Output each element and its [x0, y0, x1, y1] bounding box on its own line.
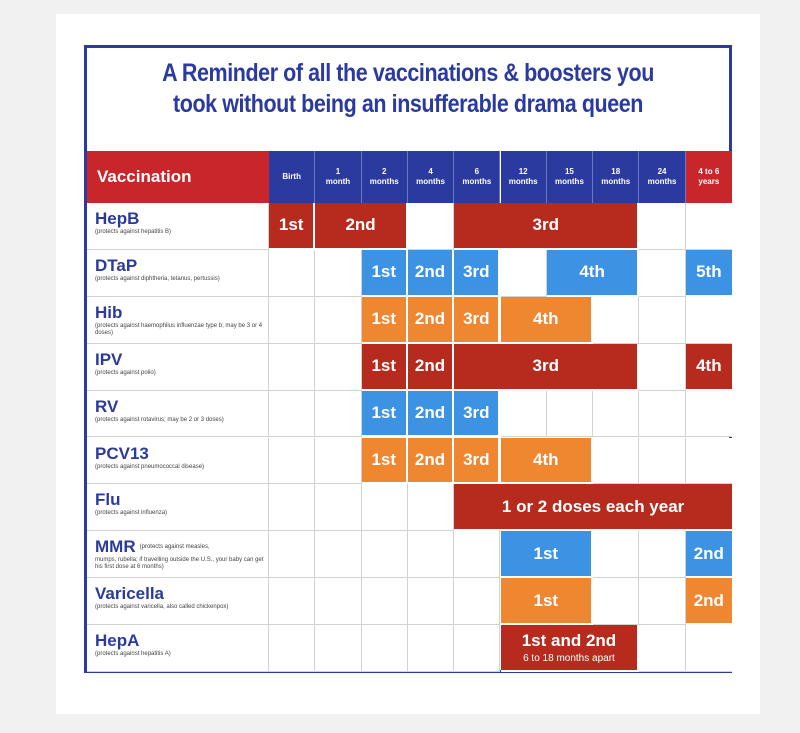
age-header-number: 24 — [657, 167, 667, 176]
vaccine-name — [95, 444, 268, 463]
age-header-unit: months — [555, 177, 584, 186]
vaccine-label-varicella — [87, 578, 269, 625]
vaccine-name — [95, 490, 268, 509]
age-header-unit: Birth — [282, 172, 301, 181]
age-header-8 — [639, 151, 685, 203]
dose-label: 2nd — [414, 449, 446, 469]
grid-cell — [639, 531, 685, 578]
grid-cell — [269, 344, 315, 391]
dose-label: 1st — [371, 449, 397, 469]
grid-cell — [315, 625, 361, 672]
dose-hepa-0 — [501, 625, 640, 672]
dose-label: 2nd — [414, 403, 446, 423]
grid-cell — [686, 438, 732, 485]
dose-pcv13-1 — [408, 438, 454, 485]
grid-cell — [269, 625, 315, 672]
grid-cell — [454, 531, 500, 578]
dose-ipv-2 — [454, 344, 639, 391]
dose-hib-0 — [362, 297, 408, 344]
dose-hib-3 — [501, 297, 594, 344]
dose-label: 1st — [371, 262, 397, 282]
dose-label: 3rd — [532, 215, 560, 235]
grid-cell — [593, 297, 639, 344]
grid-cell — [454, 625, 500, 672]
grid-cell — [639, 625, 685, 672]
age-header-unit: years — [698, 177, 720, 186]
dose-pcv13-3 — [501, 438, 594, 485]
dose-label: 3rd — [463, 309, 490, 329]
vaccination-column-header: Vaccination — [87, 151, 269, 203]
grid-cell — [408, 531, 454, 578]
vaccine-label-ipv — [87, 344, 269, 391]
grid-cell — [501, 250, 547, 297]
vaccine-label-pcv13 — [87, 438, 269, 485]
grid-cell — [269, 391, 315, 438]
dose-flu-0 — [454, 484, 732, 531]
grid-cell — [362, 531, 408, 578]
vaccine-description: (protects against rotavirus; may be 2 or 3 doses) — [95, 416, 224, 423]
vaccine-name-text: Hib — [95, 302, 123, 322]
age-header-number: 6 — [474, 167, 480, 176]
age-header-4 — [454, 151, 500, 203]
dose-varicella-0 — [501, 578, 594, 625]
dose-ipv-3 — [686, 344, 732, 391]
vaccine-description: (protects against influenza) — [95, 510, 168, 517]
age-header-unit: months — [601, 177, 631, 186]
grid-cell — [269, 531, 315, 578]
grid-cell — [408, 203, 454, 250]
dose-label: 3rd — [463, 403, 490, 423]
grid-cell — [269, 484, 315, 531]
vaccine-name-text: Flu — [95, 490, 121, 510]
grid-cell — [686, 625, 732, 672]
grid-cell — [362, 578, 408, 625]
grid-cell — [315, 578, 361, 625]
age-header-unit: months — [462, 177, 492, 186]
vaccine-name — [95, 350, 268, 369]
dose-mmr-1 — [686, 531, 732, 578]
grid-cell — [315, 344, 361, 391]
vaccine-description: (protects against pneumococcal disease) — [95, 463, 205, 470]
dose-hib-1 — [408, 297, 454, 344]
vaccine-label-rv — [87, 391, 269, 438]
page-title — [132, 58, 684, 120]
dose-label: 5th — [696, 262, 722, 282]
vaccine-label-flu — [87, 484, 269, 531]
grid-cell — [639, 438, 685, 485]
vaccine-name-text: HepB — [95, 209, 140, 228]
vaccine-name-text: Varicella — [95, 584, 165, 604]
dose-dtap-3 — [547, 250, 640, 297]
age-header-0 — [269, 151, 315, 203]
grid-cell — [454, 578, 500, 625]
dose-label: 4th — [533, 449, 559, 469]
dose-label: 1st — [533, 543, 559, 563]
grid-cell — [269, 438, 315, 485]
dose-hepb-1 — [315, 203, 408, 250]
vaccine-name — [95, 209, 268, 228]
dose-dtap-4 — [686, 250, 732, 297]
vaccine-description: mumps, rubella; if travelling outside the U.S., your baby can get his first dose at 6 months) — [95, 557, 264, 571]
dose-label: 3rd — [463, 262, 490, 282]
dose-label: 1st — [371, 403, 397, 423]
age-header-9 — [686, 151, 732, 203]
vaccine-label-hepb — [87, 203, 269, 250]
vaccine-label-hib — [87, 297, 269, 344]
dose-mmr-0 — [501, 531, 594, 578]
age-header-unit: months — [369, 177, 399, 186]
grid-cell — [639, 391, 685, 438]
vaccine-name-text: MMR — [95, 537, 136, 557]
vaccine-inline-description: (protects against measles, — [139, 544, 210, 551]
dose-dtap-1 — [408, 250, 454, 297]
vaccine-description: (protects against diphtheria, tetanus, pertussis) — [95, 275, 220, 282]
dose-label: 2nd — [414, 356, 446, 376]
dose-label: 1st — [278, 215, 304, 235]
age-header-2 — [362, 151, 408, 203]
vaccine-label-dtap — [87, 250, 269, 297]
dose-sublabel: 6 to 18 months apart — [523, 653, 615, 665]
grid-cell — [639, 297, 685, 344]
dose-hepb-0 — [269, 203, 315, 250]
dose-label: 3rd — [532, 356, 560, 376]
grid-cell — [408, 625, 454, 672]
grid-cell — [686, 391, 732, 438]
vaccine-name-text: PCV13 — [95, 443, 149, 463]
age-header-1 — [315, 151, 361, 203]
dose-label: 4th — [579, 262, 605, 282]
age-header-number: 4 — [428, 167, 433, 176]
title-line-2: took without being an insufferable drama queen — [173, 90, 643, 118]
dose-label: 2nd — [345, 215, 376, 235]
title-line-1: A Reminder of all the vaccinations & boosters you — [162, 59, 654, 87]
dose-rv-2 — [454, 391, 500, 438]
dose-hepb-2 — [454, 203, 639, 250]
grid-cell — [593, 578, 639, 625]
dose-label: 1st — [371, 309, 397, 329]
dose-pcv13-0 — [362, 438, 408, 485]
vaccine-description: (protects against hepatitis A) — [95, 651, 171, 658]
grid-cell — [593, 438, 639, 485]
dose-label: 4th — [533, 309, 559, 329]
vaccine-name — [95, 256, 268, 275]
dose-label: 1st — [533, 590, 559, 610]
vaccine-description: (protects against hepatitis B) — [95, 229, 172, 235]
vaccine-label-hepa — [87, 625, 269, 672]
grid-cell — [269, 578, 315, 625]
grid-cell — [315, 250, 361, 297]
age-header-6 — [547, 151, 593, 203]
vaccine-name — [95, 631, 268, 650]
grid-cell — [315, 484, 361, 531]
grid-cell — [593, 391, 639, 438]
grid-cell — [315, 297, 361, 344]
vaccine-label-mmr — [87, 531, 269, 578]
grid-cell — [269, 297, 315, 344]
age-header-number: 1 — [335, 167, 341, 176]
dose-label: 1st — [371, 356, 397, 376]
age-header-3 — [408, 151, 454, 203]
grid-cell — [362, 484, 408, 531]
dose-ipv-0 — [362, 344, 408, 391]
age-header-unit: months — [416, 177, 445, 186]
grid-cell — [639, 578, 685, 625]
grid-cell — [408, 484, 454, 531]
age-header-unit: months — [508, 177, 538, 186]
grid-cell — [315, 391, 361, 438]
age-header-unit: month — [325, 177, 351, 186]
grid-cell — [315, 438, 361, 485]
grid-cell — [686, 203, 732, 250]
dose-label: 1 or 2 doses each year — [501, 496, 685, 516]
vaccine-name — [95, 303, 268, 322]
age-header-number: 15 — [564, 167, 574, 176]
dose-varicella-1 — [686, 578, 732, 625]
vaccine-name-text: DTaP — [95, 255, 138, 275]
grid-cell — [362, 625, 408, 672]
dose-label: 3rd — [463, 449, 490, 469]
dose-dtap-0 — [362, 250, 408, 297]
dose-label: 2nd — [414, 309, 446, 329]
grid-cell — [315, 531, 361, 578]
grid-cell — [639, 344, 685, 391]
grid-cell — [639, 203, 685, 250]
dose-ipv-1 — [408, 344, 454, 391]
age-header-unit: months — [647, 177, 677, 186]
vaccine-name — [95, 537, 268, 557]
dose-hib-2 — [454, 297, 500, 344]
grid-cell — [593, 531, 639, 578]
age-header-number: 18 — [611, 167, 621, 176]
vaccine-description: (protects against polio) — [95, 369, 156, 376]
dose-rv-0 — [362, 391, 408, 438]
dose-pcv13-2 — [454, 438, 500, 485]
grid-cell — [639, 250, 685, 297]
grid-cell — [547, 391, 593, 438]
dose-label: 2nd — [693, 543, 724, 563]
vaccine-name — [95, 584, 268, 603]
dose-label: 1st and 2nd — [521, 631, 617, 651]
dose-label: 4th — [696, 356, 722, 376]
grid-cell — [408, 578, 454, 625]
vaccine-name-text: HepA — [95, 631, 140, 651]
vaccine-name-text: IPV — [95, 349, 123, 369]
vaccine-name-text: RV — [95, 396, 119, 416]
age-header-number: 2 — [382, 167, 387, 176]
age-header-number: 12 — [518, 167, 528, 176]
grid-cell — [501, 391, 547, 438]
grid-cell — [686, 297, 732, 344]
vaccine-name — [95, 397, 268, 416]
dose-rv-1 — [408, 391, 454, 438]
age-header-7 — [593, 151, 639, 203]
age-header-number: 4 to 6 — [698, 167, 720, 176]
dose-label: 2nd — [414, 262, 446, 282]
vaccine-description: (protects against haemophilus influenzae type b; may be 3 or 4 doses) — [95, 322, 263, 336]
dose-label: 2nd — [693, 590, 724, 610]
vaccine-description: (protects against varicella, also called chickenpox) — [95, 604, 229, 611]
dose-dtap-2 — [454, 250, 500, 297]
age-header-5 — [501, 151, 547, 203]
grid-cell — [269, 250, 315, 297]
